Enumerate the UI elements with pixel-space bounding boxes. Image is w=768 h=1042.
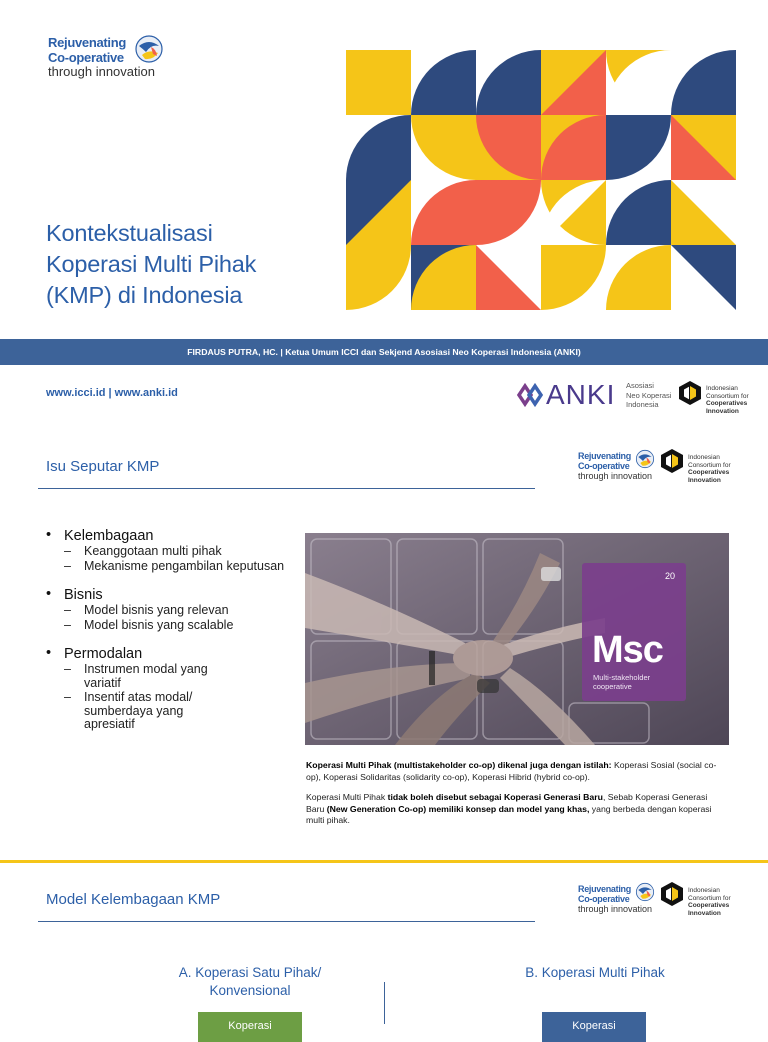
slide-divider xyxy=(0,860,768,863)
column-divider xyxy=(384,982,385,1024)
icci-line3 xyxy=(706,400,749,408)
icci-line4 xyxy=(688,910,731,918)
bullet-group-permodalan xyxy=(44,646,294,732)
icci-line1: Indonesian xyxy=(688,887,720,894)
caption-p2-c: , Sebab Koperasi Generasi Baru xyxy=(306,792,708,814)
globe-icon xyxy=(635,449,655,469)
icci-line4-bold: Innovation xyxy=(706,407,739,415)
tile-name xyxy=(593,673,650,691)
column-a-title: A. Koperasi Satu Pihak/ Konvensional xyxy=(178,965,322,998)
icci-logo-icon xyxy=(660,448,684,474)
icci-line3 xyxy=(688,902,731,910)
anki-subtitle xyxy=(626,381,671,410)
caption-p1-bold: Koperasi Multi Pihak (multistakeholder co-op) dikenal juga dengan istilah: xyxy=(306,760,612,770)
sub-bullet: – Keanggotaan multi pihak xyxy=(44,545,294,559)
icci-logo-icon xyxy=(678,380,702,406)
rejuvenating-logo-small-2 xyxy=(578,884,652,914)
brand-line3: through innovation xyxy=(48,64,155,80)
sub-bullet: – Insentif atas modal/ sumberdaya yang apresiatif xyxy=(44,691,224,732)
anki-sub-line2: Neo Koperasi xyxy=(626,390,672,400)
icci-line2: Consortium for xyxy=(688,461,731,469)
caption-p1-rest: Koperasi Sosial (social co-op), Koperasi Solidaritas (solidarity co-op), Koperasi Hibrid (hybrid co-op). xyxy=(306,760,717,782)
sub-bullet: – Model bisnis yang scalable xyxy=(44,619,294,633)
icci-logo-text-2 xyxy=(688,454,731,484)
caption-p2-a: Koperasi Multi Pihak xyxy=(306,792,388,802)
brand-line1: Rejuvenating xyxy=(48,35,127,50)
hands-together-photo xyxy=(305,533,729,745)
bullet-group-kelembagaan xyxy=(44,528,294,573)
sub-bullet: – Mekanisme pengambilan keputusan xyxy=(44,560,294,574)
brand-line3-small: through innovation xyxy=(578,471,653,482)
author-banner: FIRDAUS PUTRA, HC. | Ketua Umum ICCI dan Sekjend Asosiasi Neo Koperasi Indonesia (ANKI) xyxy=(0,339,768,365)
icci-line4 xyxy=(706,408,749,416)
icci-line4 xyxy=(688,477,731,485)
caption-paragraph-2 xyxy=(306,792,726,827)
icci-line3-bold: Cooperatives xyxy=(706,400,748,408)
column-b-title: B. Koperasi Multi Pihak xyxy=(525,965,665,980)
bullet-group-bisnis xyxy=(44,587,294,632)
icci-line3 xyxy=(688,469,731,477)
koperasi-box-b: Koperasi xyxy=(542,1012,646,1042)
geometric-pattern-art xyxy=(346,50,736,310)
anki-logo-icon xyxy=(517,382,545,408)
issue-bullet-list xyxy=(44,528,294,732)
icci-logo-text-3 xyxy=(688,887,731,917)
icci-line2: Consortium for xyxy=(706,392,749,400)
anki-sub-line3: Indonesia xyxy=(626,400,659,409)
sub-bullet: – Model bisnis yang relevan xyxy=(44,604,294,618)
tile-number: 20 xyxy=(665,571,676,581)
caption-paragraph-1 xyxy=(306,760,726,783)
brand-line3-small: through innovation xyxy=(578,904,653,915)
koperasi-box-a: Koperasi xyxy=(198,1012,302,1042)
photo-caption xyxy=(306,760,726,836)
icci-line1: Indonesian xyxy=(706,385,738,392)
anki-wordmark: ANKI xyxy=(546,379,616,410)
anki-sub-line1: Asosiasi xyxy=(626,381,654,390)
icci-line4-bold: Innovation xyxy=(688,476,721,484)
cover-title xyxy=(46,218,256,311)
sub-bullet: – Instrumen modal yang variatif xyxy=(44,663,244,690)
brand-line1-small: Rejuvenating xyxy=(578,451,631,461)
slide3-title-rule xyxy=(38,921,535,922)
tile-name-line1: Multi-stakeholder xyxy=(593,673,651,682)
rejuvenating-logo xyxy=(48,36,155,80)
photo-illustration xyxy=(305,533,729,745)
brand-line1-small: Rejuvenating xyxy=(578,884,631,894)
caption-p2-b: tidak boleh disebut sebagai Koperasi Generasi Baru xyxy=(387,792,603,802)
title-line2: Koperasi Multi Pihak xyxy=(46,251,257,277)
bullet-label: • Kelembagaan xyxy=(44,528,294,544)
slide3-title: Model Kelembagaan KMP xyxy=(46,891,221,908)
icci-logo-icon xyxy=(660,881,684,907)
icci-logo-text xyxy=(706,385,749,415)
title-line3: (KMP) di Indonesia xyxy=(46,282,243,308)
slide2-title: Isu Seputar KMP xyxy=(46,458,160,475)
icci-line3-bold: Cooperatives xyxy=(688,902,730,910)
website-links[interactable]: www.icci.id | www.anki.id xyxy=(46,387,178,399)
brand-line2-small: Co-operative xyxy=(578,894,630,905)
globe-icon xyxy=(134,34,164,64)
tile-name-line2: cooperative xyxy=(593,682,632,691)
caption-p2-e: yang berbeda dengan koperasi multi pihak. xyxy=(306,803,712,825)
icci-line2: Consortium for xyxy=(688,894,731,902)
bullet-label: • Permodalan xyxy=(44,646,294,662)
tile-symbol: Msc xyxy=(592,629,663,671)
bullet-label: • Bisnis xyxy=(44,587,294,603)
title-line1: Kontekstualisasi xyxy=(46,220,213,246)
brand-line2: Co-operative xyxy=(48,49,124,65)
caption-p2-d: (New Generation Co-op) memiliki konsep dan model yang khas, xyxy=(326,803,590,814)
slide2-title-rule xyxy=(38,488,535,489)
icci-line3-bold: Cooperatives xyxy=(688,469,730,477)
rejuvenating-logo-small xyxy=(578,451,652,481)
icci-line4-bold: Innovation xyxy=(688,909,721,917)
globe-icon xyxy=(635,882,655,902)
brand-line2-small: Co-operative xyxy=(578,461,630,472)
icci-line1: Indonesian xyxy=(688,454,720,461)
